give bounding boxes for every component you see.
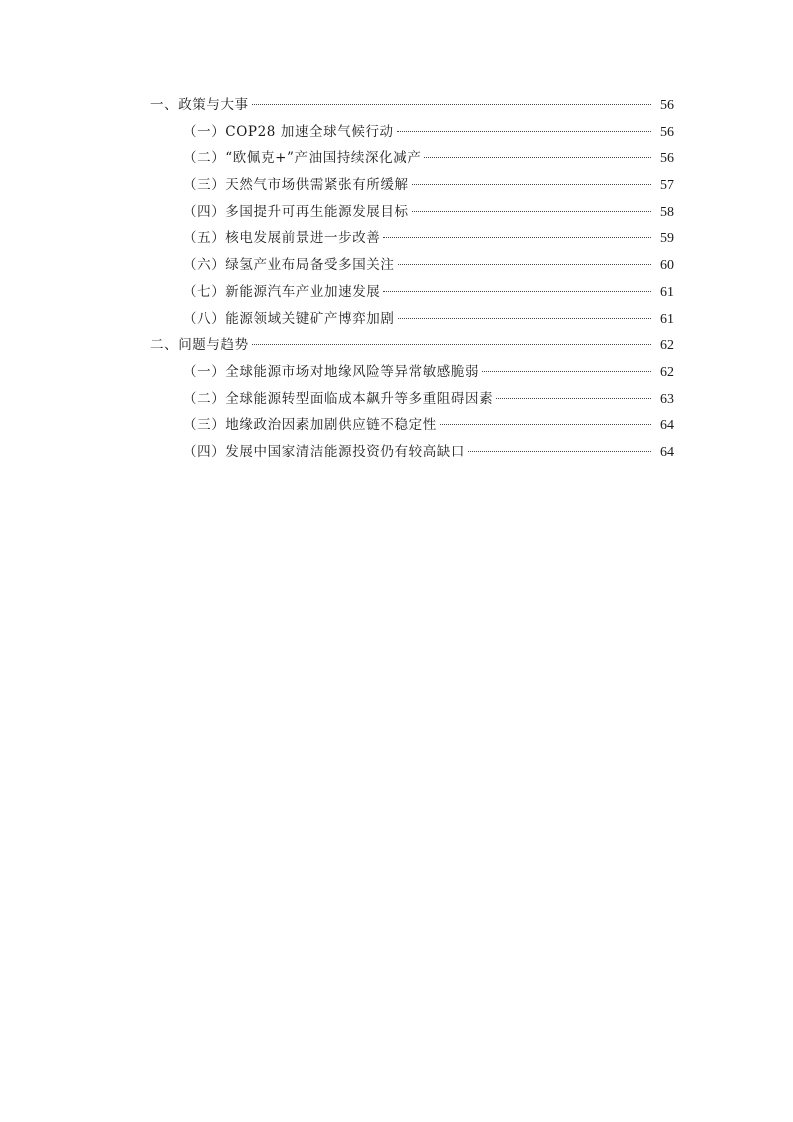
toc-entry-page: 64 <box>660 444 674 460</box>
toc-entry[interactable] <box>0 145 793 172</box>
table-of-contents <box>0 92 793 466</box>
toc-leader-dots <box>468 451 651 452</box>
toc-entry[interactable] <box>0 332 793 359</box>
toc-leader-dots <box>440 424 651 425</box>
toc-entry-page: 64 <box>660 418 674 434</box>
toc-entry-page: 63 <box>660 391 674 407</box>
toc-entry-title: （一）全球能源市场对地缘风险等异常敏感脆弱 <box>183 363 480 380</box>
toc-entry-title: （七）新能源汽车产业加速发展 <box>183 283 381 300</box>
toc-entry-page: 62 <box>660 338 674 354</box>
toc-entry-page: 61 <box>660 311 674 327</box>
toc-entry-title: 一、政策与大事 <box>150 97 249 113</box>
toc-entry[interactable] <box>0 306 793 333</box>
toc-entry[interactable] <box>0 199 793 226</box>
toc-entry-page: 56 <box>660 151 674 167</box>
toc-entry-title: （三）地缘政治因素加剧供应链不稳定性 <box>183 417 437 434</box>
toc-entry[interactable] <box>0 359 793 386</box>
toc-entry-title: （三）天然气市场供需紧张有所缓解 <box>183 177 409 194</box>
toc-entry[interactable] <box>0 225 793 252</box>
toc-entry[interactable] <box>0 92 793 119</box>
toc-entry-page: 56 <box>660 124 674 140</box>
toc-entry-page: 59 <box>660 231 674 247</box>
toc-entry-title: （八）能源领域关键矿产博弈加剧 <box>183 310 395 327</box>
toc-entry[interactable] <box>0 386 793 413</box>
toc-entry[interactable] <box>0 412 793 439</box>
toc-leader-dots <box>424 157 651 158</box>
toc-leader-dots <box>398 318 652 319</box>
toc-entry-page: 61 <box>660 284 674 300</box>
toc-entry[interactable] <box>0 172 793 199</box>
toc-entry-title: （二）全球能源转型面临成本飙升等多重阻碍因素 <box>183 390 494 407</box>
toc-entry-page: 57 <box>660 178 674 194</box>
toc-leader-dots <box>397 131 651 132</box>
toc-entry-page: 56 <box>660 98 674 113</box>
toc-entry-title: （五）核电发展前景进一步改善 <box>183 230 381 247</box>
toc-entry-title: （一）COP28 加速全球气候行动 <box>183 123 394 140</box>
toc-entry-page: 58 <box>660 204 674 220</box>
toc-entry[interactable] <box>0 279 793 306</box>
toc-entry[interactable] <box>0 119 793 146</box>
toc-entry-title: 二、问题与趋势 <box>150 337 249 354</box>
toc-entry-title: （六）绿氢产业布局备受多国关注 <box>183 257 395 274</box>
toc-leader-dots <box>412 184 651 185</box>
toc-leader-dots <box>383 237 651 238</box>
toc-leader-dots <box>412 211 651 212</box>
toc-leader-dots <box>252 344 651 345</box>
toc-leader-dots <box>398 264 652 265</box>
toc-entry-title: （四）多国提升可再生能源发展目标 <box>183 203 409 220</box>
toc-entry-page: 60 <box>660 258 674 274</box>
toc-leader-dots <box>496 398 651 399</box>
toc-entry-title: （二）“欧佩克+”产油国持续深化减产 <box>183 150 422 167</box>
toc-leader-dots <box>252 104 651 105</box>
toc-entry-title: （四）发展中国家清洁能源投资仍有较高缺口 <box>183 443 465 460</box>
toc-entry[interactable] <box>0 439 793 466</box>
toc-leader-dots <box>482 371 651 372</box>
toc-entry-page: 62 <box>660 364 674 380</box>
toc-leader-dots <box>383 291 651 292</box>
toc-entry[interactable] <box>0 252 793 279</box>
